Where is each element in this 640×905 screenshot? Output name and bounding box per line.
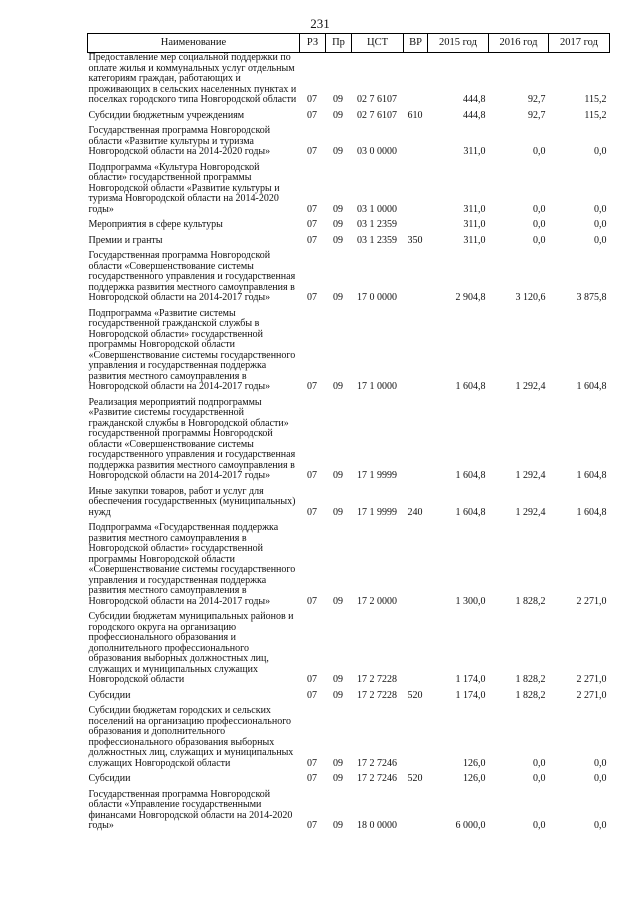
table-row xyxy=(88,482,610,519)
row-2015: 1 604,8 xyxy=(455,381,486,392)
row-cst: 17 1 0000 xyxy=(357,381,397,392)
row-vr: 520 xyxy=(407,773,423,784)
row-cst: 02 7 6107 xyxy=(357,109,397,121)
row-pr: 09 xyxy=(333,109,343,121)
row-pr: 09 xyxy=(333,674,343,685)
row-2017: 0,0 xyxy=(594,773,607,784)
row-vr xyxy=(404,393,428,482)
row-pr: 09 xyxy=(333,94,343,105)
row-rz: 07 xyxy=(307,820,317,831)
row-cst: 17 2 7228 xyxy=(357,689,397,701)
row-rz: 07 xyxy=(307,506,317,518)
row-vr: 350 xyxy=(407,234,423,246)
row-rz: 07 xyxy=(307,381,317,392)
header-2017: 2017 год xyxy=(549,34,610,53)
row-cst: 17 1 9999 xyxy=(357,470,397,481)
row-rz: 07 xyxy=(307,203,317,215)
row-2016: 1 828,2 xyxy=(515,674,546,685)
header-pr: Пр xyxy=(326,34,352,53)
row-vr xyxy=(404,215,428,231)
row-name: Премии и гранты xyxy=(88,234,163,246)
row-cst: 17 1 9999 xyxy=(357,506,397,518)
row-name: Субсидии xyxy=(88,689,131,701)
table-row xyxy=(88,158,610,216)
row-2017: 0,0 xyxy=(594,820,607,831)
row-name: Государственная программа Новгородской области «Развитие культуры и туризма Новгородской области на 2014-2020 годы» xyxy=(88,125,271,157)
row-2017: 0,0 xyxy=(594,203,607,215)
row-2017: 2 271,0 xyxy=(576,689,607,701)
row-2016: 0,0 xyxy=(533,146,546,157)
row-2017: 2 271,0 xyxy=(576,674,607,685)
header-2015: 2015 год xyxy=(428,34,489,53)
row-name: Подпрограмма «Культура Новгородской области» государственной программы Новгородской области «Развитие культуры и туризма Новгородской области на 2014-2020 годы» xyxy=(88,161,280,215)
row-2016: 0,0 xyxy=(533,757,546,769)
row-vr: 240 xyxy=(407,506,423,518)
row-rz: 07 xyxy=(307,109,317,121)
row-2015: 1 174,0 xyxy=(455,689,486,701)
row-rz: 07 xyxy=(307,595,317,607)
row-pr: 09 xyxy=(333,203,343,215)
table-row xyxy=(88,785,610,832)
row-2015: 311,0 xyxy=(463,234,486,246)
row-pr: 09 xyxy=(333,595,343,607)
row-2015: 6 000,0 xyxy=(455,820,486,831)
row-2016: 92,7 xyxy=(528,109,546,121)
row-2015: 311,0 xyxy=(463,219,486,230)
row-2016: 3 120,6 xyxy=(515,292,546,303)
row-vr xyxy=(404,304,428,393)
row-pr: 09 xyxy=(333,234,343,246)
row-vr xyxy=(404,518,428,607)
row-vr xyxy=(404,121,428,158)
row-vr xyxy=(404,785,428,832)
row-2016: 1 292,4 xyxy=(515,506,546,518)
row-2016: 1 828,2 xyxy=(515,595,546,607)
table-row xyxy=(88,769,610,785)
header-cst: ЦСТ xyxy=(352,34,404,53)
table-row xyxy=(88,121,610,158)
row-name: Субсидии бюджетам муниципальных районов и городского округа на организацию профессионального образования и дополнительного профессионального образования выборных должностных лиц, служащих и муниципальных служащих Новгородской области xyxy=(88,611,294,685)
table-row xyxy=(88,393,610,482)
row-2017: 0,0 xyxy=(594,146,607,157)
row-pr: 09 xyxy=(333,470,343,481)
row-2015: 126,0 xyxy=(463,773,486,784)
row-name: Реализация мероприятий подпрограммы «Развитие системы государственной гражданской службы в Новгородской области» государственной программы Новгородской области «Совершенствование системы государственного управления и государственная поддержка развития местного самоуправления в Новгородской области на 2014-2017 годы» xyxy=(88,396,296,481)
row-2015: 444,8 xyxy=(463,94,486,105)
row-rz: 07 xyxy=(307,292,317,303)
row-cst: 03 0 0000 xyxy=(357,146,397,157)
row-2016: 1 292,4 xyxy=(515,470,546,481)
header-name: Наименование xyxy=(88,34,300,53)
row-2017: 0,0 xyxy=(594,234,607,246)
row-name: Иные закупки товаров, работ и услуг для обеспечения государственных (муниципальных) нужд xyxy=(88,485,296,518)
row-name: Государственная программа Новгородской области «Совершенствование системы государственного управления и государственная поддержка развития местного самоуправления в Новгородской области на 2014-2017 годы» xyxy=(88,250,296,303)
row-vr xyxy=(404,158,428,216)
table-row xyxy=(88,686,610,702)
row-name: Мероприятия в сфере культуры xyxy=(88,219,223,230)
row-2017: 115,2 xyxy=(584,94,607,105)
row-2015: 311,0 xyxy=(463,146,486,157)
header-vr: ВР xyxy=(404,34,428,53)
table-row xyxy=(88,607,610,686)
row-pr: 09 xyxy=(333,820,343,831)
row-2016: 0,0 xyxy=(533,234,546,246)
row-2015: 311,0 xyxy=(463,203,486,215)
table-row xyxy=(88,215,610,231)
row-rz: 07 xyxy=(307,689,317,701)
row-name: Субсидии бюджетным учреждениям xyxy=(88,109,245,121)
row-2017: 2 271,0 xyxy=(576,595,607,607)
row-2015: 1 604,8 xyxy=(455,470,486,481)
table-row xyxy=(88,518,610,607)
row-2017: 115,2 xyxy=(584,109,607,121)
row-cst: 18 0 0000 xyxy=(357,820,397,831)
row-name: Субсидии бюджетам городских и сельских поселений на организацию профессионального образования и дополнительного профессионального образования выборных должностных лиц, служащих и муниципальных служащих Новгородской области xyxy=(88,705,294,769)
row-2015: 1 604,8 xyxy=(455,506,486,518)
row-name: Субсидии xyxy=(88,773,131,784)
row-pr: 09 xyxy=(333,381,343,392)
row-rz: 07 xyxy=(307,674,317,685)
row-cst: 17 2 7228 xyxy=(357,674,397,685)
row-name: Государственная программа Новгородской области «Управление государственными финансами Новгородской области на 2014-2020 годы» xyxy=(88,788,293,831)
row-2016: 1 292,4 xyxy=(515,381,546,392)
row-2016: 0,0 xyxy=(533,773,546,784)
row-cst: 17 2 7246 xyxy=(357,773,397,784)
row-cst: 17 2 7246 xyxy=(357,757,397,769)
budget-table xyxy=(87,33,610,832)
row-pr: 09 xyxy=(333,146,343,157)
row-2015: 1 300,0 xyxy=(455,595,486,607)
row-cst: 02 7 6107 xyxy=(357,94,397,105)
row-2017: 0,0 xyxy=(594,757,607,769)
row-vr xyxy=(404,246,428,304)
row-rz: 07 xyxy=(307,757,317,769)
row-rz: 07 xyxy=(307,470,317,481)
table-row xyxy=(88,304,610,393)
row-vr: 520 xyxy=(407,689,423,701)
row-2016: 1 828,2 xyxy=(515,689,546,701)
row-pr: 09 xyxy=(333,506,343,518)
row-vr xyxy=(404,607,428,686)
row-cst: 03 1 0000 xyxy=(357,203,397,215)
header-2016: 2016 год xyxy=(489,34,549,53)
row-2017: 0,0 xyxy=(594,219,607,230)
row-rz: 07 xyxy=(307,234,317,246)
row-2015: 2 904,8 xyxy=(455,292,486,303)
row-cst: 17 0 0000 xyxy=(357,292,397,303)
row-name: Подпрограмма «Государственная поддержка развития местного самоуправления в Новгородской области» государственной программы Новгородской области «Совершенствование системы государственного управления и государственная поддержка развития местного самоуправления в Новгородской области на 2014-2017 годы» xyxy=(88,522,296,607)
row-2017: 1 604,8 xyxy=(576,470,607,481)
row-2016: 0,0 xyxy=(533,203,546,215)
row-rz: 07 xyxy=(307,94,317,105)
row-2016: 0,0 xyxy=(533,820,546,831)
row-2015: 126,0 xyxy=(463,757,486,769)
row-cst: 17 2 0000 xyxy=(357,595,397,607)
row-rz: 07 xyxy=(307,219,317,230)
table-row xyxy=(88,106,610,122)
header-rz: РЗ xyxy=(300,34,326,53)
row-2015: 1 174,0 xyxy=(455,674,486,685)
row-pr: 09 xyxy=(333,219,343,230)
row-rz: 07 xyxy=(307,773,317,784)
table-body xyxy=(88,53,610,832)
row-pr: 09 xyxy=(333,773,343,784)
row-name: Подпрограмма «Развитие системы государственной гражданской службы в Новгородской области» государственной программы Новгородской области «Совершенствование системы государственного управления и государственная поддержка развития местного самоуправления в Новгородской области на 2014-2017 годы» xyxy=(88,307,296,392)
row-vr xyxy=(404,53,428,106)
row-vr xyxy=(404,701,428,769)
page-number: 231 xyxy=(310,16,330,31)
row-2017: 1 604,8 xyxy=(576,381,607,392)
row-cst: 03 1 2359 xyxy=(357,219,397,230)
row-pr: 09 xyxy=(333,689,343,701)
table-row xyxy=(88,246,610,304)
row-2015: 444,8 xyxy=(463,109,486,121)
row-vr: 610 xyxy=(407,109,423,121)
row-pr: 09 xyxy=(333,757,343,769)
table-header-row xyxy=(88,34,610,53)
row-2016: 0,0 xyxy=(533,219,546,230)
row-2017: 1 604,8 xyxy=(576,506,607,518)
table-row xyxy=(88,231,610,247)
row-name: Предоставление мер социальной поддержки по оплате жилья и коммунальных услуг отдельным категориям граждан, работающих и проживающих в сельских населенных пунктах и поселках городского типа Новгородской области xyxy=(88,52,297,105)
row-2016: 92,7 xyxy=(528,94,546,105)
table-row xyxy=(88,53,610,106)
table-row xyxy=(88,701,610,769)
row-rz: 07 xyxy=(307,146,317,157)
row-2017: 3 875,8 xyxy=(576,292,607,303)
row-pr: 09 xyxy=(333,292,343,303)
row-cst: 03 1 2359 xyxy=(357,234,397,246)
